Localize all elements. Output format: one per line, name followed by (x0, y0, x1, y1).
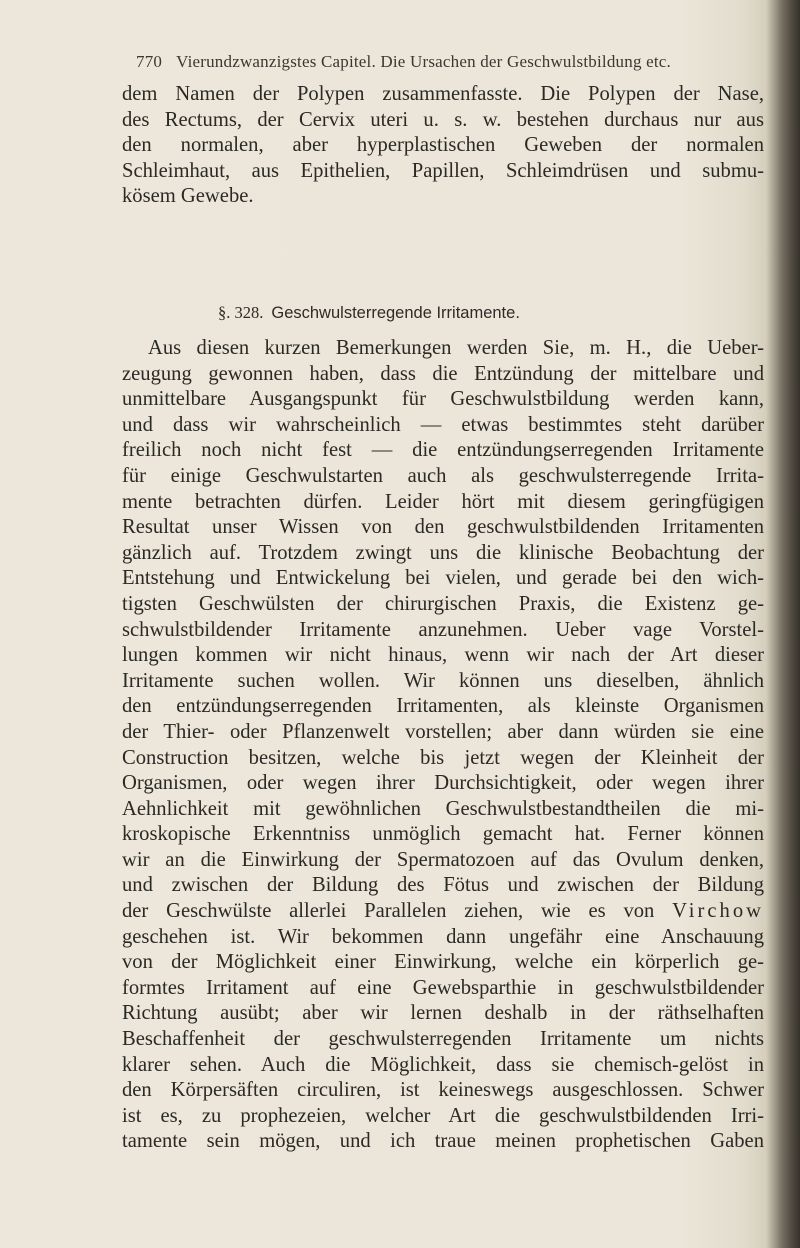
text-line: Aus diesen kurzen Bemerkungen werden Sie, m. H., die Ueber- (148, 337, 764, 359)
text-line: Resultat unser Wissen von den geschwulstbildenden Irritamenten (122, 516, 764, 539)
section-number: §. 328. (218, 303, 264, 322)
text-line: Schleimhaut, aus Epithelien, Papillen, Schleimdrüsen und submu- (122, 159, 764, 182)
author-name-spaced: Virchow (672, 900, 764, 923)
text-line: und zwischen der Bildung des Fötus und zwischen der Bildung (122, 874, 764, 897)
text-line: tamente sein mögen, und ich traue meinen prophetischen Gaben (122, 1130, 764, 1153)
text-line: klarer sehen. Auch die Möglichkeit, dass sie chemisch-gelöst in (122, 1053, 764, 1076)
text-line: dem Namen der Polypen zusammenfasste. Die Polypen der Nase, (122, 83, 764, 105)
text-line: formtes Irritament auf eine Gewebsparthie in geschwulstbildender (122, 976, 764, 999)
book-spine-shadow (766, 0, 800, 1248)
text-line: Aehnlichkeit mit gewöhnlichen Geschwulstbestandtheilen die mi- (122, 797, 764, 820)
text-line: Richtung ausübt; aber wir lernen deshalb in der räthselhaften (122, 1002, 764, 1025)
running-head (136, 52, 776, 72)
text-line: der Thier- oder Pflanzenwelt vorstellen; aber dann würden sie eine (122, 720, 764, 743)
text-line: wir an die Einwirkung der Spermatozoen auf das Ovulum denken, (122, 848, 764, 871)
text-line: den entzündungserregenden Irritamenten, als kleinste Organismen (122, 695, 764, 718)
text-line: unmittelbare Ausgangspunkt für Geschwulstbildung werden kann, (122, 388, 764, 411)
text-line: gänzlich auf. Trotzdem zwingt uns die klinische Beobachtung der (122, 541, 764, 564)
text-line: Entstehung und Entwickelung bei vielen, und gerade bei den wich- (122, 567, 764, 590)
text-line: von der Möglichkeit einer Einwirkung, welche ein körperlich ge- (122, 951, 764, 974)
running-head-title: Vierundzwanzigstes Capitel. Die Ursachen der Geschwulstbildung etc. (176, 52, 671, 71)
text-line: lungen kommen wir nicht hinaus, wenn wir nach der Art dieser (122, 644, 764, 667)
text-line: Organismen, oder wegen ihrer Durchsichtigkeit, oder wegen ihrer (122, 772, 764, 795)
text-fragment: der Geschwülste allerlei Parallelen ziehen, wie es von (122, 900, 655, 923)
text-line: schwulstbildender Irritamente anzunehmen. Ueber vage Vorstel- (122, 618, 764, 641)
text-line: Construction besitzen, welche bis jetzt wegen der Kleinheit der (122, 746, 764, 769)
text-line: mente betrachten dürfen. Leider hört mit diesem geringfügigen (122, 490, 764, 513)
text-line: des Rectums, der Cervix uteri u. s. w. bestehen durchaus nur aus (122, 108, 764, 131)
text-line: tigsten Geschwülsten der chirurgischen Praxis, die Existenz ge- (122, 592, 764, 615)
text-line: den Körpersäften circuliren, ist keineswegs ausgeschlossen. Schwer (122, 1079, 764, 1102)
text-line: ist es, zu prophezeien, welcher Art die geschwulstbildenden Irri- (122, 1104, 764, 1127)
text-line: geschehen ist. Wir bekommen dann ungefähr eine Anschauung (122, 925, 764, 948)
text-line: kroskopische Erkenntniss unmöglich gemacht hat. Ferner können (122, 823, 764, 846)
text-line-with-name (122, 899, 764, 925)
text-line: für einige Geschwulstarten auch als geschwulsterregende Irrita- (122, 464, 764, 487)
text-line: zeugung gewonnen haben, dass die Entzündung der mittelbare und (122, 362, 764, 385)
paragraph-2 (122, 336, 764, 1155)
text-line: freilich noch nicht fest — die entzündungserregenden Irritamente (122, 439, 764, 462)
text-line: kösem Gewebe. (122, 185, 254, 208)
section-title: Geschwulsterregende Irritamente. (271, 304, 520, 322)
text-line: und dass wir wahrscheinlich — etwas bestimmtes steht darüber (122, 413, 764, 436)
text-line: Irritamente suchen wollen. Wir können uns dieselben, ähnlich (122, 669, 764, 692)
paragraph-1 (122, 82, 764, 210)
section-heading (218, 303, 520, 323)
page-number: 770 (136, 52, 163, 71)
text-line: den normalen, aber hyperplastischen Geweben der normalen (122, 134, 764, 157)
text-line: Beschaffenheit der geschwulsterregenden Irritamente um nichts (122, 1028, 764, 1051)
